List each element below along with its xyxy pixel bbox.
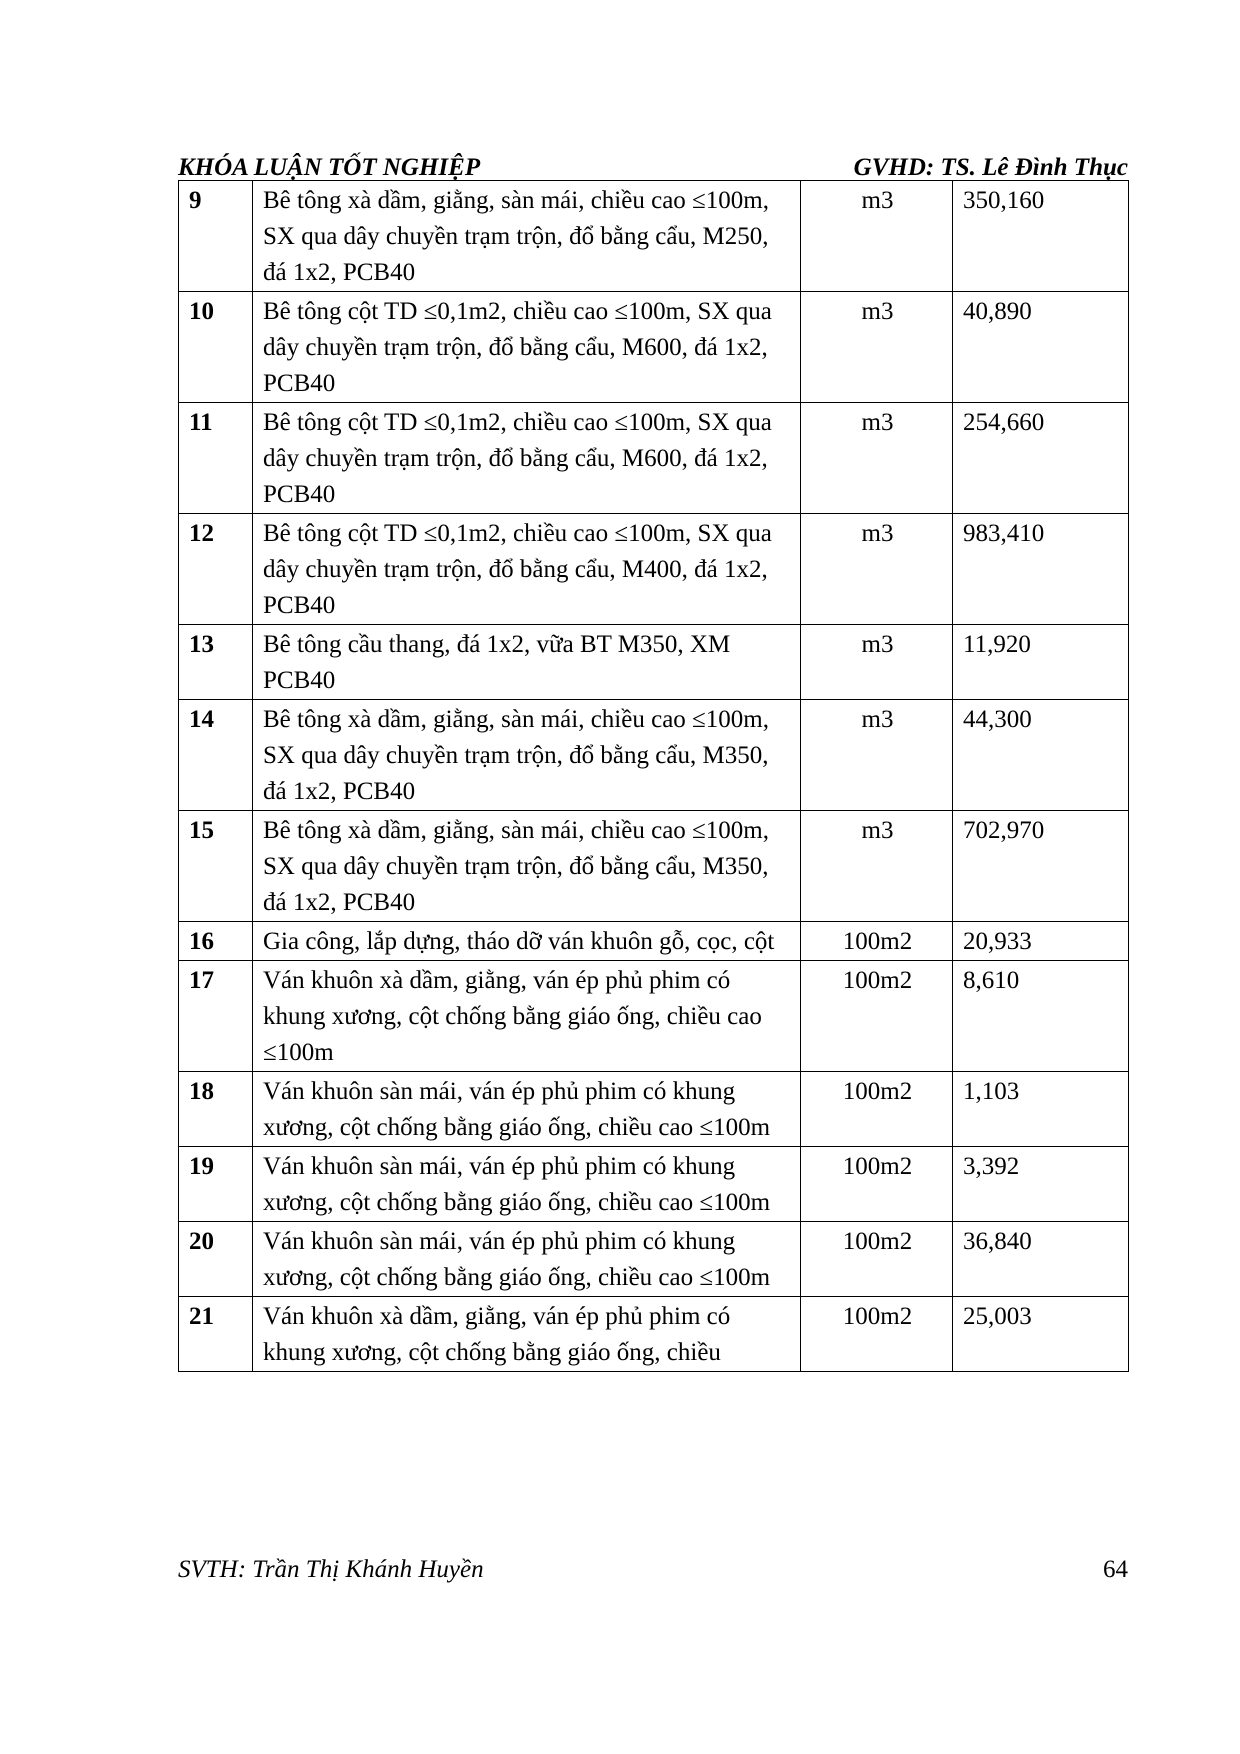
unit-cell: m3 — [801, 403, 953, 514]
unit-cell: m3 — [801, 181, 953, 292]
row-number-cell: 16 — [179, 922, 253, 961]
description-cell: Ván khuôn sàn mái, ván ép phủ phim có khung xương, cột chống bằng giáo ống, chiều cao ≤100m — [253, 1222, 801, 1297]
description-cell: Bê tông cột TD ≤0,1m2, chiều cao ≤100m, SX qua dây chuyền trạm trộn, đổ bằng cẩu, M600, đá 1x2, PCB40 — [253, 292, 801, 403]
unit-cell: m3 — [801, 811, 953, 922]
description-cell: Bê tông xà dầm, giằng, sàn mái, chiều cao ≤100m, SX qua dây chuyền trạm trộn, đổ bằng cẩu, M350, đá 1x2, PCB40 — [253, 700, 801, 811]
row-number-cell: 15 — [179, 811, 253, 922]
table-row — [179, 403, 1129, 514]
quantity-cell: 254,660 — [953, 403, 1129, 514]
row-number-cell: 21 — [179, 1297, 253, 1372]
unit-cell: 100m2 — [801, 1147, 953, 1222]
advisor-name: GVHD: TS. Lê Đình Thục — [853, 154, 1128, 181]
row-number-cell: 13 — [179, 625, 253, 700]
quantity-cell: 40,890 — [953, 292, 1129, 403]
quantity-cell: 3,392 — [953, 1147, 1129, 1222]
quantity-cell: 702,970 — [953, 811, 1129, 922]
table-row — [179, 1297, 1129, 1372]
unit-cell: m3 — [801, 514, 953, 625]
table-row — [179, 292, 1129, 403]
row-number-cell: 18 — [179, 1072, 253, 1147]
quantity-cell: 8,610 — [953, 961, 1129, 1072]
row-number-cell: 20 — [179, 1222, 253, 1297]
quantity-cell: 20,933 — [953, 922, 1129, 961]
row-number-cell: 9 — [179, 181, 253, 292]
description-cell: Ván khuôn sàn mái, ván ép phủ phim có khung xương, cột chống bằng giáo ống, chiều cao ≤100m — [253, 1147, 801, 1222]
description-cell: Ván khuôn sàn mái, ván ép phủ phim có khung xương, cột chống bằng giáo ống, chiều cao ≤100m — [253, 1072, 801, 1147]
table-row — [179, 1072, 1129, 1147]
unit-cell: 100m2 — [801, 922, 953, 961]
table-row — [179, 1147, 1129, 1222]
row-number-cell: 11 — [179, 403, 253, 514]
description-cell: Ván khuôn xà dầm, giằng, ván ép phủ phim có khung xương, cột chống bằng giáo ống, chiều — [253, 1297, 801, 1372]
row-number-cell: 14 — [179, 700, 253, 811]
quantity-cell: 1,103 — [953, 1072, 1129, 1147]
row-number-cell: 10 — [179, 292, 253, 403]
table-row — [179, 700, 1129, 811]
running-footer — [178, 1555, 1128, 1585]
page-number: 64 — [1103, 1556, 1128, 1583]
row-number-cell: 19 — [179, 1147, 253, 1222]
unit-cell: m3 — [801, 625, 953, 700]
description-cell: Bê tông xà dầm, giằng, sàn mái, chiều cao ≤100m, SX qua dây chuyền trạm trộn, đổ bằng cẩu, M350, đá 1x2, PCB40 — [253, 811, 801, 922]
table-row — [179, 811, 1129, 922]
thesis-title: KHÓA LUẬN TỐT NGHIỆP — [178, 154, 481, 181]
running-header — [178, 150, 1128, 182]
table-row — [179, 922, 1129, 961]
table-row — [179, 961, 1129, 1072]
description-cell: Bê tông cột TD ≤0,1m2, chiều cao ≤100m, SX qua dây chuyền trạm trộn, đổ bằng cẩu, M600, đá 1x2, PCB40 — [253, 403, 801, 514]
table-row — [179, 1222, 1129, 1297]
description-cell: Bê tông cầu thang, đá 1x2, vữa BT M350, XM PCB40 — [253, 625, 801, 700]
unit-cell: 100m2 — [801, 961, 953, 1072]
description-cell: Gia công, lắp dựng, tháo dỡ ván khuôn gỗ, cọc, cột — [253, 922, 801, 961]
description-cell: Ván khuôn xà dầm, giằng, ván ép phủ phim có khung xương, cột chống bằng giáo ống, chiều cao ≤100m — [253, 961, 801, 1072]
quantity-cell: 350,160 — [953, 181, 1129, 292]
unit-cell: 100m2 — [801, 1072, 953, 1147]
table-body — [179, 181, 1129, 1372]
table-row — [179, 514, 1129, 625]
unit-cell: m3 — [801, 292, 953, 403]
quantity-cell: 36,840 — [953, 1222, 1129, 1297]
description-cell: Bê tông cột TD ≤0,1m2, chiều cao ≤100m, SX qua dây chuyền trạm trộn, đổ bằng cẩu, M400, đá 1x2, PCB40 — [253, 514, 801, 625]
table-row — [179, 181, 1129, 292]
unit-cell: 100m2 — [801, 1297, 953, 1372]
row-number-cell: 17 — [179, 961, 253, 1072]
table-row — [179, 625, 1129, 700]
quantity-cell: 44,300 — [953, 700, 1129, 811]
quantity-table — [178, 180, 1129, 1372]
unit-cell: 100m2 — [801, 1222, 953, 1297]
student-name: SVTH: Trần Thị Khánh Huyền — [178, 1556, 484, 1583]
description-cell: Bê tông xà dầm, giằng, sàn mái, chiều cao ≤100m, SX qua dây chuyền trạm trộn, đổ bằng cẩu, M250, đá 1x2, PCB40 — [253, 181, 801, 292]
quantity-cell: 983,410 — [953, 514, 1129, 625]
quantity-cell: 25,003 — [953, 1297, 1129, 1372]
unit-cell: m3 — [801, 700, 953, 811]
quantity-cell: 11,920 — [953, 625, 1129, 700]
row-number-cell: 12 — [179, 514, 253, 625]
